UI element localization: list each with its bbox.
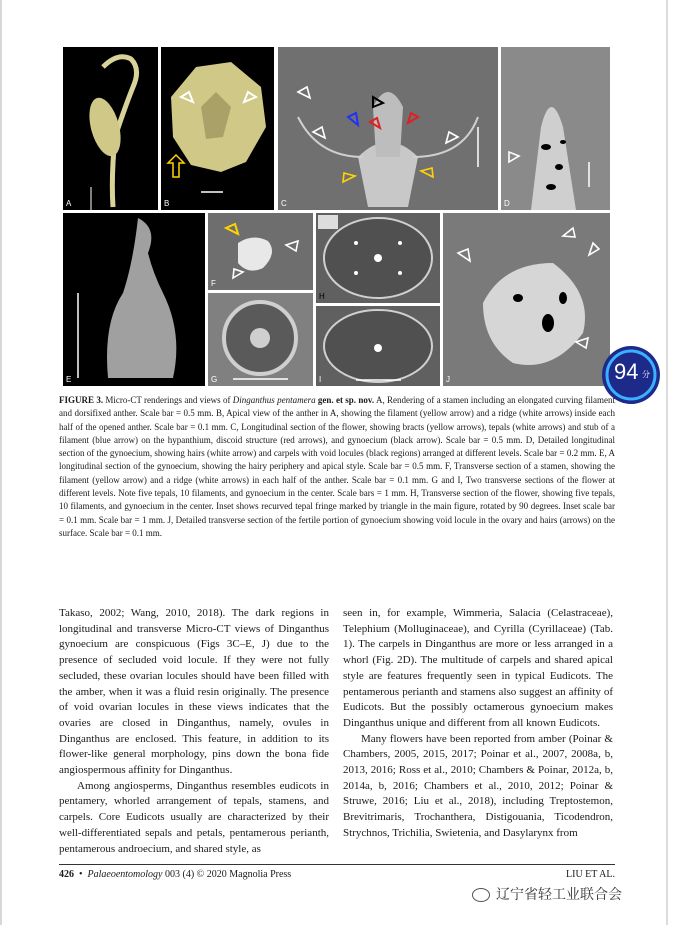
footer-left (59, 869, 291, 880)
score-unit: 分 (642, 370, 650, 379)
caption-rest: A, Rendering of a stamen including an elongated curving filament and dorsifixed anther. Scale bar = 0.5 mm. B, Apical view of the anther in A, showing the filament (yellow arrow) and a ridge (white arrows) inside each half of the opened anther. Scale bar = 0.1 mm. C, Longitudinal section of the flower, showing bracts (yellow arrows), tepals (white arrows) and stub of a filament (blue arrow) on the hypanthium, discoid structure (red arrows), and gynoecium (black arrow). Scale bar = 0.5 mm. D, Detailed longitudinal section of the gynoecium, showing hairs (white arrow) and carpels with void locules (black regions) arranged at different levels. Scale bar = 0.2 mm. E, A longitudinal section of the gynoecium, showing the hairy periphery and apical style. Scale bar = 0.5 mm. F, Transverse section of a stamen, showing the filament (yellow arrow) and a ridge (white arrows) in each half of the anther. Scale bar = 0.1 mm. G and I, Two transverse sections of the flower at different levels. Note five tepals, 10 filaments, and gynoecium in the center. Scale bars = 1 mm. H, Transverse section of the flower, showing five tepals, 10 filaments, and gynoecium in the center. Inset shows recurved tepal fringe marked by triangle in the main figure, rotated by 90 degrees. Inset scale bar = 0.1 mm. Scale bar = 1 mm. J, Detailed transverse section of the fertile portion of gynoecium showing void locule in the ovary and hairs (arrows) on the surface. Scale bar = 0.1 mm. (59, 395, 615, 538)
gynoecium-transverse-detail (443, 213, 610, 386)
caption-bold: gen. et sp. nov. (315, 395, 375, 405)
page-number: 426 (59, 869, 74, 880)
figure-panel-h (316, 213, 440, 303)
figure-panel-c (278, 47, 498, 210)
watermark (472, 884, 622, 904)
panel-label: F (211, 279, 216, 288)
watermark-text: 辽宁省轻工业联合会 (496, 887, 622, 903)
footer-bullet: • (79, 869, 83, 880)
anther-apical-view (161, 47, 274, 210)
stamen-transverse-section (208, 213, 313, 290)
figure-panel-e (63, 213, 205, 386)
flower-transverse-section-h (316, 213, 440, 303)
panel-label: H (319, 292, 325, 301)
left-paragraph-2: Among angiosperms, Dinganthus resembles eudicots in pentamery, whorled arrangement of tepals, stamens, and carpels. Core Eudicots usually are characterized by their well-differentiated sepals and petals, pentamerous perianth, pentamerous androecium, and shared style, as (59, 779, 329, 855)
score-value: 94 (614, 359, 639, 384)
caption-species: Dinganthus pentamera (232, 395, 316, 405)
footer-authors: LIU ET AL. (566, 869, 615, 880)
panel-label: A (66, 199, 72, 208)
caption-text: Micro-CT renderings and views of (103, 395, 233, 405)
page-edge-left (0, 0, 2, 925)
journal-name: Palaeoentomology (87, 869, 163, 880)
figure-panel-b (161, 47, 274, 210)
panel-label: J (446, 375, 450, 384)
left-paragraph-1: Takaso, 2002; Wang, 2010, 2018). The dark regions in longitudinal and transverse Micro-CT views of Dinganthus gynoecium are conspicuous (Figs 3C–E, J) due to the presence of secluded void locule. If they were not fully secluded, these ovarian locules should have been filled with the amber, when it was a fluid resin originally. The presence of void ovarian locules in these views indicates that the ovaries are closed in Dinganthus, namely, ovules in Dinganthus are enclosed. This feature, in addition to its flower-like general morphology, pins down the bona fide angiospermous affinity for Dinganthus. (59, 607, 329, 777)
figure-caption (59, 394, 615, 540)
flower-longitudinal-section (278, 47, 498, 210)
footer-rule (59, 864, 615, 865)
stamen-rendering (63, 47, 158, 210)
page-edge-right (666, 0, 668, 925)
right-paragraph-1: seen in, for example, Wimmeria, Salacia (Celastraceae), Telephium (Molluginaceae), and Cyrilla (Cyrillaceae) (Tab. 1). The carpels in Dinganthus are more or less arranged in a whorl (Fig. 2D). The multitude of carpels and shared apical style are features frequently seen in typical Eudicots. The pentamerous perianth and stamens also suggest an affinity of Eudicots. But the possibly octamerous gynoecium makes Dinganthus unique and different from all known Eudicots. (343, 607, 613, 729)
panel-label: D (504, 199, 510, 208)
flower-transverse-section-g (208, 293, 313, 386)
figure-panel-d (501, 47, 610, 210)
panel-label: B (164, 199, 170, 208)
flower-transverse-section-i (316, 306, 440, 386)
figure-panel-a (63, 47, 158, 210)
wechat-icon (472, 888, 490, 902)
panel-label: C (281, 199, 287, 208)
gynoecium-longitudinal-detail (501, 47, 610, 210)
figure-panel-f (208, 213, 313, 290)
right-column (343, 606, 613, 842)
score-badge[interactable] (600, 344, 662, 406)
caption-head: FIGURE 3. (59, 395, 104, 405)
right-paragraph-2: Many flowers have been reported from amber (Poinar & Chambers, 2005, 2015, 2017; Poinar et al., 2007, 2008a, b, 2013, 2016; Ross et al., 2010; Chambers & Poinar, 2012a, b, 2014a, b, 2016; Chambers et al., 2010, 2012; Poinar & Struwe, 2016; Liu et al., 2018), including Treptostemon, Brevitrimaris, Trochanthera, Distigouania, Ticodendron, Strychnos, Trichilia, Swietenia, and Dasylarynx from (343, 732, 613, 839)
gynoecium-longitudinal-section (63, 213, 205, 386)
left-column (59, 606, 329, 857)
journal-issue: 003 (4) © 2020 Magnolia Press (165, 869, 292, 880)
panel-label: E (66, 375, 72, 384)
panel-label: G (211, 375, 218, 384)
figure-panel-g (208, 293, 313, 386)
figure-panel-j (443, 213, 610, 386)
panel-label: I (319, 375, 322, 384)
figure-panel-i (316, 306, 440, 386)
